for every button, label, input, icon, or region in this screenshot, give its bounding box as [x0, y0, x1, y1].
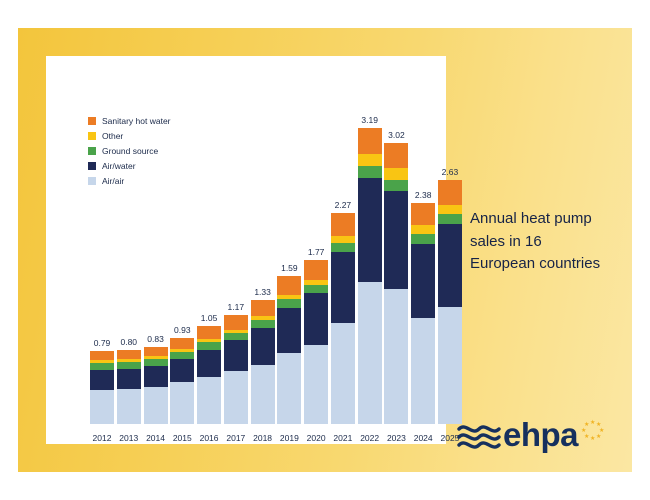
bar-segment: [277, 276, 301, 295]
bar-segment: [117, 350, 141, 359]
x-axis-tick-label: 2017: [226, 433, 246, 443]
bar-segment: [277, 299, 301, 307]
eu-stars-icon: ★ ★ ★ ★ ★ ★ ★ ★: [581, 420, 605, 442]
bar-segment: [358, 154, 382, 166]
bar-segment: [304, 260, 328, 280]
bar-segment: [438, 214, 462, 224]
bar-column: [411, 189, 435, 424]
bar-column: [170, 324, 194, 424]
legend-item-label: Sanitary hot water: [102, 115, 171, 126]
bar-segment: [144, 387, 168, 424]
bar-segment: [384, 180, 408, 191]
bar-segment: [384, 191, 408, 290]
bar-column: [438, 166, 462, 424]
bar-segment: [197, 342, 221, 349]
bar-total-label: 0.80: [120, 336, 138, 347]
bar-column: [277, 263, 301, 424]
bar-segment: [224, 333, 248, 340]
bar-segment: [224, 315, 248, 330]
bar-segment: [170, 338, 194, 349]
bar-segment: [251, 365, 275, 424]
bar-total-label: 2.38: [414, 189, 432, 200]
bar-segment: [197, 326, 221, 339]
bar-segment: [251, 328, 275, 364]
bar-segment: [358, 128, 382, 154]
legend-item-label: Ground source: [102, 145, 159, 156]
legend-item-label: Other: [102, 130, 124, 141]
bar-total-label: 3.19: [361, 114, 378, 125]
bar-column: [117, 336, 141, 424]
bar-segment: [197, 377, 221, 424]
bar-column: [304, 246, 328, 425]
bar-segment: [170, 359, 194, 382]
bar-column: [251, 287, 275, 424]
bar-segment: [224, 371, 248, 424]
x-axis-tick-label: 2025: [440, 433, 460, 443]
bar-segment: [331, 323, 355, 424]
bar-total-label: 0.93: [174, 324, 191, 335]
bar-segment: [144, 347, 168, 356]
x-axis-tick-label: 2019: [279, 433, 299, 443]
chart-panel: [46, 56, 460, 444]
bar-segment: [384, 143, 408, 168]
bar-segment: [438, 224, 462, 307]
waves-icon: [457, 420, 501, 450]
x-axis-tick-label: 2024: [413, 433, 433, 443]
bar-column: [384, 130, 408, 424]
bar-segment: [358, 282, 382, 424]
bar-total-label: 3.02: [388, 130, 405, 141]
bar-segment: [251, 300, 275, 316]
bar-column: [144, 333, 168, 424]
x-axis-tick-label: 2012: [92, 433, 112, 443]
bar-segment: [304, 293, 328, 345]
bar-group: [90, 108, 462, 424]
x-axis-tick-label: 2014: [146, 433, 165, 443]
x-axis-tick-labels: [90, 426, 462, 450]
bar-segment: [411, 318, 435, 424]
ehpa-logo: [457, 416, 606, 454]
ehpa-logo-text: ehpa: [502, 416, 578, 454]
bar-segment: [277, 353, 301, 424]
bar-segment: [251, 320, 275, 328]
bar-segment: [117, 369, 141, 389]
bar-segment: [411, 225, 435, 233]
bar-total-label: 1.17: [227, 302, 245, 313]
bar-segment: [90, 351, 114, 360]
bar-segment: [358, 178, 382, 282]
chart-plot-area: [90, 108, 462, 450]
bar-segment: [411, 203, 435, 225]
slide-caption: Annual heat pump sales in 16 European countries: [470, 210, 601, 272]
bar-total-label: 1.59: [281, 263, 298, 274]
bar-segment: [224, 340, 248, 371]
bar-segment: [411, 234, 435, 244]
x-axis-tick-label: 2018: [253, 433, 273, 443]
x-axis-tick-label: 2015: [172, 433, 192, 443]
bar-segment: [277, 308, 301, 354]
bar-total-label: 1.77: [307, 246, 325, 257]
x-axis-tick-label: 2023: [386, 433, 406, 443]
bar-column: [90, 337, 114, 424]
bar-segment: [438, 180, 462, 205]
bar-segment: [170, 382, 194, 424]
bar-segment: [90, 363, 114, 370]
bar-total-label: 2.27: [334, 200, 352, 211]
legend-item-label: Air/water: [102, 160, 136, 171]
bar-segment: [384, 289, 408, 424]
slide-background: [18, 28, 632, 472]
bar-segment: [358, 166, 382, 178]
bar-column: [331, 200, 355, 424]
x-axis-tick-label: 2021: [333, 433, 353, 443]
bar-segment: [117, 389, 141, 424]
x-axis-tick-label: 2022: [360, 433, 380, 443]
bar-total-label: 1.33: [254, 287, 271, 298]
bar-segment: [438, 307, 462, 424]
bar-segment: [411, 244, 435, 318]
bar-total-label: 2.63: [441, 166, 459, 177]
x-axis-tick-label: 2013: [119, 433, 139, 443]
bar-segment: [144, 366, 168, 386]
x-axis-tick-label: 2020: [306, 433, 326, 443]
bar-segment: [90, 370, 114, 390]
bar-total-label: 0.83: [147, 333, 164, 344]
bar-segment: [170, 352, 194, 359]
bar-segment: [438, 205, 462, 214]
bar-segment: [90, 390, 114, 424]
bar-segment: [304, 285, 328, 293]
bar-segment: [117, 362, 141, 369]
bar-column: [197, 313, 221, 424]
bar-segment: [197, 350, 221, 377]
bar-segment: [304, 345, 328, 424]
bar-segment: [144, 359, 168, 366]
bar-total-label: 1.05: [200, 313, 218, 324]
bar-segment: [331, 252, 355, 323]
bar-segment: [331, 213, 355, 236]
legend-item-label: Air/air: [102, 175, 125, 186]
bar-segment: [384, 168, 408, 179]
bar-total-label: 0.79: [93, 337, 111, 348]
bar-column: [224, 302, 248, 424]
bar-column: [358, 114, 382, 424]
bar-segment: [331, 243, 355, 252]
x-axis-tick-label: 2016: [199, 433, 219, 443]
